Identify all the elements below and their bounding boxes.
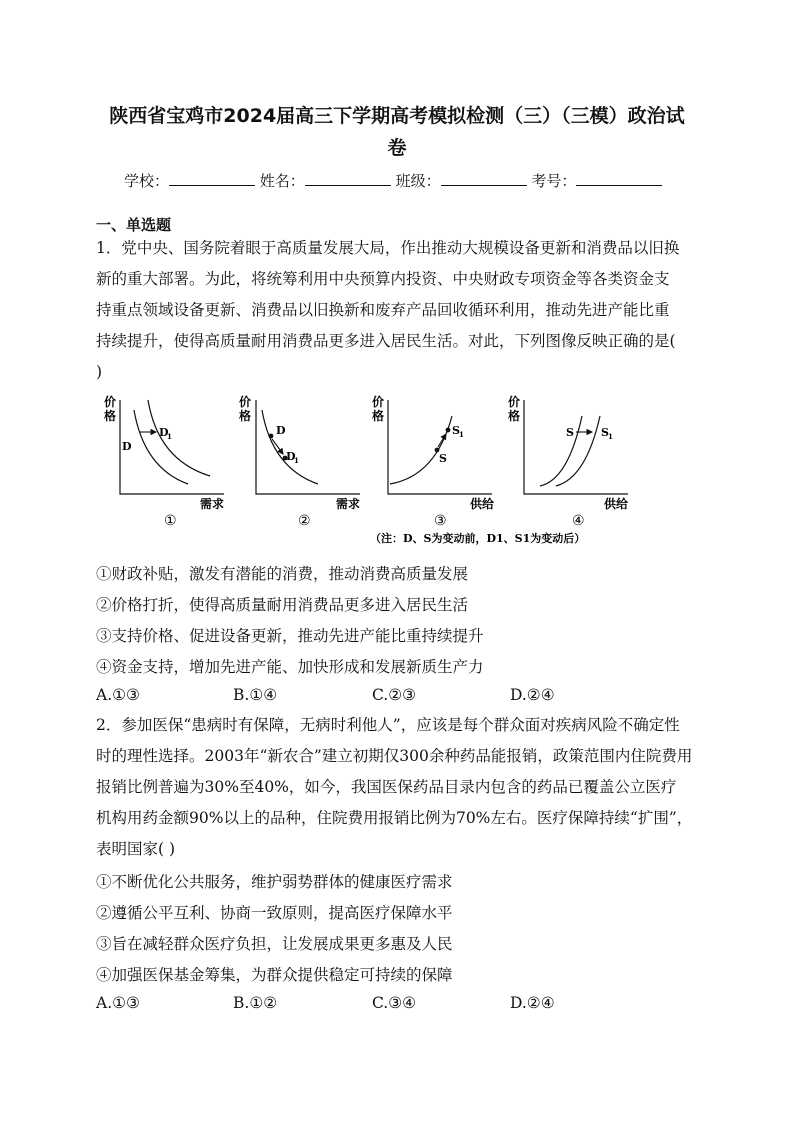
panel-3	[372, 394, 494, 529]
supply-demand-figure	[96, 388, 656, 550]
panel-1-number: ①	[164, 513, 177, 529]
q2-choice-b[interactable]: B.①②	[233, 994, 278, 1012]
panel-2	[239, 394, 360, 529]
q2-option-4[interactable]: ④加强医保基金筹集，为群众提供稳定可持续的保障	[96, 966, 453, 984]
panel-2-label-d1-sub: 1	[294, 456, 299, 465]
panel-3-label-s: S	[439, 452, 447, 465]
point-d	[269, 434, 274, 439]
panel-3-ylabel-2: 格	[372, 409, 385, 423]
q1-choice-c[interactable]: C.②③	[372, 686, 417, 704]
panel-4-axes	[524, 400, 628, 494]
panel-3-number: ③	[434, 513, 447, 529]
q2-line: 时的理性选择。2003年“新农合”建立初期仅300余种药品能报销，政策范围内住院费用	[96, 747, 693, 765]
q1-line: 持重点领域设备更新、消费品以旧换新和废弃产品回收循环利用，推动先进产能比重	[96, 301, 670, 319]
panel-2-label-d1: D	[286, 450, 296, 463]
q1-line: 1．党中央、国务院着眼于高质量发展大局，作出推动大规模设备更新和消费品以旧换	[96, 239, 680, 257]
school-label: 学校：	[124, 172, 170, 190]
panel-3-move-arrow	[438, 434, 446, 447]
exam-no-label: 考号：	[531, 172, 577, 190]
panel-4-ylabel-1: 价	[508, 395, 521, 409]
panel-2-ylabel-1: 价	[239, 395, 252, 409]
q1-line: )	[96, 363, 103, 381]
panel-4	[508, 394, 628, 529]
q1-option-3[interactable]: ③支持价格、促进设备更新，推动先进产能比重持续提升	[96, 627, 484, 645]
supply-curve-s	[540, 416, 582, 486]
panel-1-axes	[120, 400, 224, 494]
q2-option-2[interactable]: ②遵循公平互利、协商一致原则，提高医疗保障水平	[96, 904, 453, 922]
q1-choice-b[interactable]: B.①④	[233, 686, 278, 704]
panel-1-label-d1-sub: 1	[167, 432, 172, 441]
q2-option-1[interactable]: ①不断优化公共服务，维护弱势群体的健康医疗需求	[96, 873, 453, 891]
question-1-stem	[96, 233, 700, 388]
panel-3-label-s1-sub: 1	[459, 430, 464, 439]
panel-2-ylabel-2: 格	[239, 409, 252, 423]
supply-curve	[390, 416, 452, 484]
q1-choice-d[interactable]: D.②④	[510, 686, 555, 704]
panel-3-label-s1: S	[452, 424, 460, 437]
question-2-stem	[96, 710, 700, 865]
q2-option-3[interactable]: ③旨在减轻群众医疗负担，让发展成果更多惠及人民	[96, 935, 453, 953]
demand-curve	[262, 410, 318, 484]
panel-4-xlabel: 供给	[604, 497, 629, 511]
panel-2-label-d: D	[276, 424, 286, 437]
demand-curve-d1	[148, 400, 210, 476]
panel-2-number: ②	[298, 513, 311, 529]
demand-curve-d	[134, 410, 188, 484]
exam-no-blank[interactable]	[576, 171, 662, 186]
name-blank[interactable]	[305, 171, 391, 186]
section-title: 一、单选题	[96, 216, 172, 234]
q2-line: 2．参加医保“患病时有保障，无病时利他人”，应该是每个群众面对疾病风险不确定性	[96, 716, 680, 734]
q1-option-1[interactable]: ①财政补贴，激发有潜能的消费，推动消费高质量发展	[96, 565, 469, 583]
figure-note: （注：D、S为变动前，D1、S1为变动后）	[370, 532, 586, 545]
panel-1-label-d: D	[122, 440, 132, 453]
panel-3-xlabel: 供给	[470, 497, 495, 511]
panel-1-ylabel-1: 价	[104, 395, 117, 409]
panel-1	[104, 394, 224, 529]
school-blank[interactable]	[169, 171, 255, 186]
exam-title	[60, 100, 734, 164]
panel-1-xlabel: 需求	[200, 497, 225, 511]
q2-line: 报销比例普遍为30%至40%，如今，我国医保药品目录内包含的药品已覆盖公立医疗	[96, 778, 677, 796]
name-label: 姓名：	[259, 172, 305, 190]
panel-4-ylabel-2: 格	[508, 409, 521, 423]
panel-4-label-s: S	[566, 426, 574, 439]
q1-option-4[interactable]: ④资金支持，增加先进产能、加快形成和发展新质生产力	[96, 658, 484, 676]
panel-3-ylabel-1: 价	[372, 395, 385, 409]
q1-line: 持续提升，使得高质量耐用消费品更多进入居民生活。对此，下列图像反映正确的是(	[96, 332, 676, 350]
student-info-row	[124, 170, 684, 191]
q2-line: 机构用药金额90%以上的品种，住院费用报销比例为70%左右。医疗保障持续“扩围”，	[96, 809, 693, 827]
q2-choice-a[interactable]: A.①③	[96, 994, 140, 1012]
panel-1-label-d1: D	[159, 426, 169, 439]
panel-4-label-s1-sub: 1	[608, 432, 613, 441]
class-blank[interactable]	[441, 171, 527, 186]
panel-4-number: ④	[572, 513, 585, 529]
q2-line: 表明国家( )	[96, 840, 176, 858]
panel-2-xlabel: 需求	[336, 497, 361, 511]
point-s1	[446, 428, 451, 433]
q2-choice-c[interactable]: C.③④	[372, 994, 417, 1012]
title-line-2: 卷	[387, 137, 407, 159]
panel-4-label-s1: S	[601, 426, 609, 439]
q2-choice-d[interactable]: D.②④	[510, 994, 555, 1012]
class-label: 班级：	[395, 172, 441, 190]
q1-line: 新的重大部署。为此，将统筹利用中央预算内投资、中央财政专项资金等各类资金支	[96, 270, 670, 288]
title-line-1: 陕西省宝鸡市2024届高三下学期高考模拟检测（三）（三模）政治试	[109, 105, 685, 127]
panel-1-ylabel-2: 格	[104, 409, 117, 423]
supply-curve-s1	[556, 416, 600, 486]
q1-choice-a[interactable]: A.①③	[96, 686, 140, 704]
q1-option-2[interactable]: ②价格打折，使得高质量耐用消费品更多进入居民生活	[96, 596, 469, 614]
